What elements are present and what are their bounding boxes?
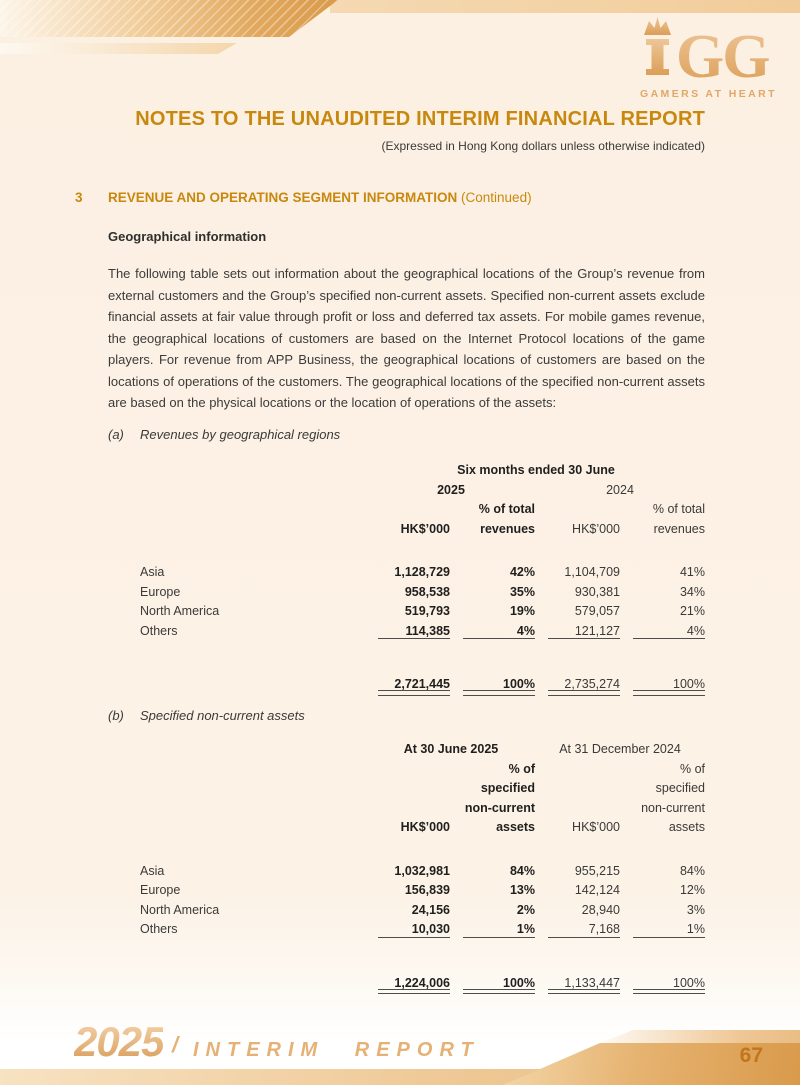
total-cell: 2,735,274 <box>535 675 620 695</box>
pct-line: specified <box>480 781 535 795</box>
header-secondary-band <box>0 43 237 54</box>
pct-unit-2024: revenues <box>653 521 705 536</box>
pct-line: % of <box>679 761 705 776</box>
value-cell: 4% <box>450 622 535 642</box>
unit-2025: HK$’000 <box>400 820 450 834</box>
unit-2025: HK$’000 <box>400 521 450 536</box>
value-cell: 142,124 <box>574 883 620 897</box>
value-cell: 84% <box>679 863 705 878</box>
header-gradient-band <box>0 0 338 37</box>
footer-report-label: INTERIM REPORT <box>193 1039 480 1061</box>
table-row <box>108 461 705 481</box>
table-row <box>108 563 705 583</box>
igg-logo-icon <box>640 16 776 82</box>
value-cell: 12% <box>679 883 705 897</box>
table-total-row <box>108 974 705 994</box>
page-number: 67 <box>739 1044 763 1067</box>
section-number: 3 <box>75 190 83 205</box>
total-cell: 1,224,006 <box>367 974 450 994</box>
section-heading <box>108 190 532 205</box>
table-row <box>108 901 705 921</box>
assets-table <box>108 740 705 993</box>
year-2025-header: 2025 <box>437 482 465 497</box>
section-heading-text: REVENUE AND OPERATING SEGMENT INFORMATION <box>108 190 458 205</box>
value-cell: 1% <box>450 920 535 940</box>
value-cell: 24,156 <box>411 902 450 917</box>
region-label: Europe <box>140 584 181 599</box>
total-cell: 1,133,447 <box>535 974 620 994</box>
pct-line: non-current <box>464 800 535 815</box>
intro-paragraph: The following table sets out information about the geographical locations of the Group’s revenue from external customers and the Group’s specified non-current assets. Specified non-current assets exclude financial assets at fair value through profit or loss and deferred tax assets. For mobile games revenue, the geographical locations of customers are based on the Internet Protocol locations of the game players. For revenue from APP Business, the geographical locations of customers are based on the locations of operations of the customers. The geographical locations of the specified non-current assets are based on the physical locations or the location of operations of the assets: <box>108 266 705 410</box>
value-cell: 2% <box>516 902 535 917</box>
value-cell: 1,128,729 <box>394 565 450 579</box>
value-cell: 41% <box>679 565 705 579</box>
page-subtitle: (Expressed in Hong Kong dollars unless otherwise indicated) <box>381 139 705 153</box>
item-caption-b: Specified non-current assets <box>140 708 305 723</box>
geographical-information-subheading: Geographical information <box>108 229 267 244</box>
table-row <box>108 818 705 838</box>
table-row <box>108 760 705 780</box>
footer-upper-band <box>600 1030 800 1043</box>
crown-icon <box>644 17 671 35</box>
value-cell: 955,215 <box>574 863 620 878</box>
table-row <box>108 740 705 760</box>
page-title: NOTES TO THE UNAUDITED INTERIM FINANCIAL REPORT <box>135 108 705 130</box>
value-cell: 84% <box>509 863 535 878</box>
footer-year: 2025 <box>74 1018 164 1065</box>
value-cell: 35% <box>509 584 535 599</box>
unit-2024: HK$’000 <box>572 521 620 536</box>
table-row <box>108 520 705 540</box>
table-total-row <box>108 675 705 695</box>
table-row <box>108 583 705 603</box>
total-cell: 2,721,445 <box>367 675 450 695</box>
value-cell: 156,839 <box>404 883 450 897</box>
value-cell: 13% <box>509 883 535 897</box>
logo-tagline: GAMERS AT HEART <box>640 88 777 100</box>
total-cell: 100% <box>620 675 705 695</box>
value-cell: 4% <box>620 622 705 642</box>
value-cell: 579,057 <box>574 604 620 618</box>
table-row <box>108 862 705 882</box>
value-cell: 121,127 <box>535 622 620 642</box>
table-row <box>108 779 705 799</box>
value-cell: 42% <box>509 565 535 579</box>
region-label: Others <box>140 623 178 638</box>
item-label-b: (b) <box>108 708 124 723</box>
value-cell: 1% <box>620 920 705 940</box>
item-label-a: (a) <box>108 427 124 442</box>
region-label: Asia <box>140 863 165 878</box>
table-row <box>108 602 705 622</box>
value-cell: 1,032,981 <box>394 863 450 878</box>
table-row <box>108 881 705 901</box>
span-header: Six months ended 30 June <box>457 463 615 477</box>
col-header-2024: At 31 December 2024 <box>559 742 681 756</box>
table-row <box>108 500 705 520</box>
total-cell: 100% <box>450 675 535 695</box>
region-label: North America <box>140 604 220 618</box>
svg-text:GG: GG <box>676 23 769 82</box>
table-row <box>108 799 705 819</box>
value-cell: 3% <box>686 902 705 917</box>
total-cell: 100% <box>450 974 535 994</box>
value-cell: 519,793 <box>404 604 450 618</box>
pct-header-2025: % of total <box>478 502 535 516</box>
value-cell: 958,538 <box>404 584 450 599</box>
pct-unit-2024: assets <box>668 820 705 834</box>
item-caption-a: Revenues by geographical regions <box>140 427 341 442</box>
table-row <box>108 920 705 940</box>
region-label: Asia <box>140 565 165 579</box>
header-top-strip <box>330 0 800 13</box>
value-cell: 28,940 <box>581 902 620 917</box>
footer-slash: / <box>172 1032 179 1057</box>
col-header-2025: At 30 June 2025 <box>403 742 499 756</box>
total-cell: 100% <box>620 974 705 994</box>
igg-logo <box>640 16 776 100</box>
table-row <box>108 622 705 642</box>
unit-2024: HK$’000 <box>572 820 620 834</box>
value-cell: 1,104,709 <box>564 565 620 579</box>
pct-header-2024: % of total <box>652 502 705 516</box>
value-cell: 10,030 <box>367 920 450 940</box>
value-cell: 19% <box>509 604 535 618</box>
value-cell: 930,381 <box>574 584 620 599</box>
section-continued: (Continued) <box>461 190 532 205</box>
pct-unit-2025: assets <box>496 820 535 834</box>
pct-line: % of <box>508 761 535 776</box>
value-cell: 34% <box>679 584 705 599</box>
region-label: Europe <box>140 883 181 897</box>
value-cell: 7,168 <box>535 920 620 940</box>
pillar-icon <box>646 39 669 75</box>
pct-unit-2025: revenues <box>480 521 535 536</box>
pct-line: specified <box>655 781 705 795</box>
region-label: Others <box>140 922 178 936</box>
table-row <box>108 481 705 501</box>
region-label: North America <box>140 902 220 917</box>
value-cell: 21% <box>679 604 705 618</box>
pct-line: non-current <box>641 800 705 815</box>
revenues-table <box>108 461 705 695</box>
year-2024-header: 2024 <box>606 482 634 497</box>
value-cell: 114,385 <box>367 622 450 642</box>
